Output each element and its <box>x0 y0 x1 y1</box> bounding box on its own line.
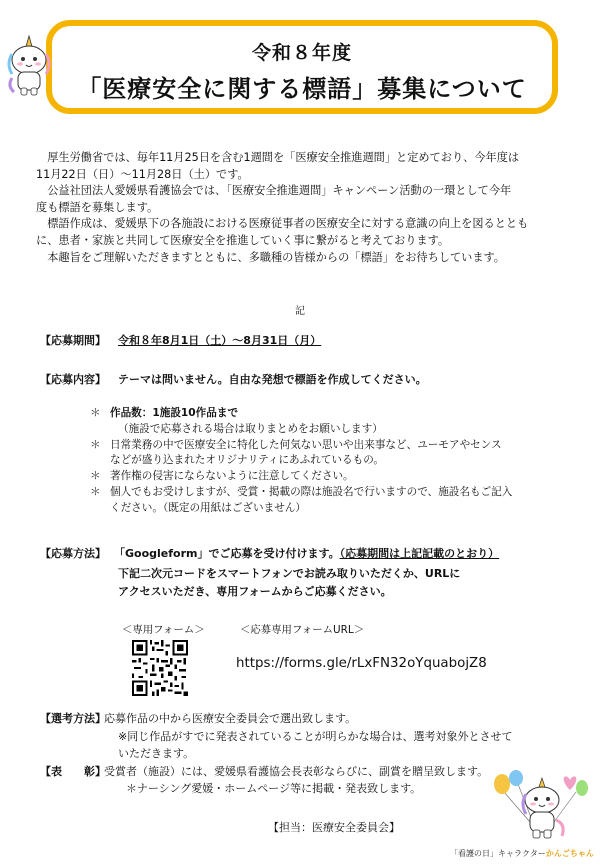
unicorn-mascot-icon <box>4 34 54 98</box>
intro-line: 11月22日（日）～11月28日（土）です。 <box>36 167 249 181</box>
title-year: 令和８年度 <box>251 42 352 64</box>
intro-line: 本趣旨をご理解いただきますとともに、多職種の皆様からの「標語」をお待ちしています。 <box>47 250 505 264</box>
character-name: かんごちゃん <box>545 849 594 858</box>
url-label: ＜応募専用フォームURL＞ <box>240 624 364 636</box>
character-caption <box>450 848 594 859</box>
bullet-text: 著作権の侵害にならないように注意してください。 <box>110 470 354 483</box>
period-value: 令和８年8月1日（土）～8月31日（月） <box>118 334 322 347</box>
method-googleform: 「Googleform」でご応募を受け付けます。 <box>114 547 340 560</box>
balloon-mascot-icon <box>490 770 590 842</box>
bullet-text: （施設で応募される場合は取りまとめをお願いします） <box>118 422 383 435</box>
intro-line: 度も標語を募集します。 <box>36 200 159 214</box>
award-label: 【表 彰】 <box>40 765 106 778</box>
requirements-list <box>90 406 570 517</box>
intro-line: 標語作成は、愛媛県下の各施設における医療従事者の医療安全に対する意識の向上を図るととも <box>47 217 529 231</box>
list-item <box>90 406 570 422</box>
form-label: ＜専用フォーム＞ <box>122 624 205 636</box>
award-line-2: ＊ナーシング愛媛・ホームページ等に掲載・発表致します。 <box>126 782 422 795</box>
ki-heading: 記 <box>295 306 305 317</box>
content-value: テーマは問いません。自由な発想で標語を作成してください。 <box>118 373 427 386</box>
form-url-link[interactable]: https://forms.gle/rLxFN32oYquabojZ8 <box>236 656 487 671</box>
page-title: 「医療安全に関する標語」募集について <box>77 75 527 103</box>
bullet-text: 作品数：1施設10作品まで <box>110 407 239 419</box>
period-row <box>40 333 106 349</box>
asterisk-bullet: ＊ <box>90 407 101 419</box>
selection-line-3: いただきます。 <box>118 747 195 760</box>
method-line-3: アクセスいただき、専用フォームからご応募ください。 <box>118 585 392 598</box>
method-period-note: （応募期間は上記記載のとおり） <box>339 547 500 560</box>
qr-code-icon[interactable] <box>132 640 188 696</box>
asterisk-bullet: ＊ <box>90 485 101 498</box>
method-line-2: 下記二次元コードをスマートフォンでお読み取りいただくか、URLに <box>118 567 461 580</box>
intro-line: 厚生労働省では、毎年11月25日を含む1週間を「医療安全推進週間」と定めており、今年度は <box>47 151 520 164</box>
period-label: 【応募期間】 <box>40 334 106 347</box>
list-item <box>90 485 570 501</box>
intro-line: に、患者・家族と共同して医療安全を推進していく事に繋がると考えております。 <box>36 233 450 247</box>
method-label: 【応募方法】 <box>40 547 106 560</box>
contact-note: 【担当：医療安全委員会】 <box>268 821 400 834</box>
asterisk-bullet: ＊ <box>90 470 101 483</box>
list-item <box>90 469 570 485</box>
bullet-text: 日常業務の中で医療安全に特化した何気ない思いや出来事など、ユーモアやセンス <box>110 438 502 451</box>
bullet-text: ください。（既定の用紙はございません） <box>110 501 306 514</box>
list-item <box>90 438 570 454</box>
selection-line-2: ※同じ作品がすでに発表されていることが明らかな場合は、選考対象外とさせて <box>118 730 513 743</box>
selection-line-1: 応募作品の中から医療安全委員会で選出致します。 <box>104 712 357 725</box>
bullet-text: などが盛り込まれたオリジナリティにあふれているもの。 <box>110 454 384 467</box>
content-label: 【応募内容】 <box>40 373 106 386</box>
intro-line: 公益社団法人愛媛県看護協会では、「医療安全推進週間」キャンペーン活動の一環として今年 <box>47 184 512 198</box>
method-line-1 <box>114 546 499 562</box>
asterisk-bullet: ＊ <box>90 438 101 451</box>
selection-label: 【選考方法】 <box>40 712 106 725</box>
intro-text <box>36 150 576 266</box>
title-frame <box>46 20 558 114</box>
award-line-1: 受賞者（施設）には、愛媛県看護協会長表彰ならびに、副賞を贈呈致します。 <box>104 765 489 778</box>
character-caption-prefix: 「看護の日」キャラクター <box>450 849 546 858</box>
bullet-text: 個人でもお受けしますが、受賞・掲載の際は施設名で行いますので、施設名もご記入 <box>110 485 513 498</box>
